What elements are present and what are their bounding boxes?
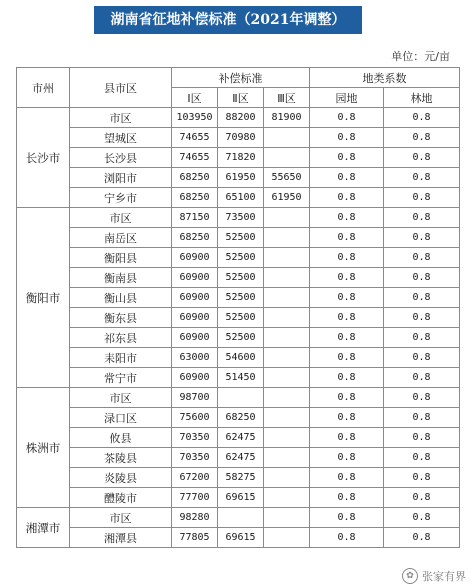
county-cell: 醴陵市 xyxy=(70,488,172,508)
zone-1-cell: 77700 xyxy=(172,488,218,508)
garden-coefficient-cell: 0.8 xyxy=(310,328,384,348)
table-row xyxy=(17,328,460,348)
county-cell: 望城区 xyxy=(70,128,172,148)
forest-coefficient-cell: 0.8 xyxy=(384,228,460,248)
table-row xyxy=(17,488,460,508)
forest-coefficient-cell: 0.8 xyxy=(384,168,460,188)
header-forest: 林地 xyxy=(384,88,460,108)
zone-3-cell xyxy=(264,228,310,248)
forest-coefficient-cell: 0.8 xyxy=(384,188,460,208)
county-cell: 常宁市 xyxy=(70,368,172,388)
garden-coefficient-cell: 0.8 xyxy=(310,228,384,248)
zone-2-cell: 65100 xyxy=(218,188,264,208)
table-row xyxy=(17,368,460,388)
table-body xyxy=(17,108,460,548)
zone-3-cell xyxy=(264,448,310,468)
forest-coefficient-cell: 0.8 xyxy=(384,128,460,148)
garden-coefficient-cell: 0.8 xyxy=(310,448,384,468)
garden-coefficient-cell: 0.8 xyxy=(310,408,384,428)
zone-3-cell xyxy=(264,288,310,308)
city-cell: 湘潭市 xyxy=(17,508,70,548)
zone-2-cell: 70980 xyxy=(218,128,264,148)
county-cell: 市区 xyxy=(70,208,172,228)
city-cell: 长沙市 xyxy=(17,108,70,208)
garden-coefficient-cell: 0.8 xyxy=(310,208,384,228)
table-row xyxy=(17,468,460,488)
header-compensation: 补偿标准 xyxy=(172,68,310,88)
zone-1-cell: 60900 xyxy=(172,288,218,308)
zone-3-cell: 81900 xyxy=(264,108,310,128)
zone-2-cell: 61950 xyxy=(218,168,264,188)
table-row xyxy=(17,528,460,548)
table-row xyxy=(17,148,460,168)
forest-coefficient-cell: 0.8 xyxy=(384,488,460,508)
zone-1-cell: 60900 xyxy=(172,328,218,348)
table-row xyxy=(17,128,460,148)
garden-coefficient-cell: 0.8 xyxy=(310,528,384,548)
zone-1-cell: 75600 xyxy=(172,408,218,428)
zone-1-cell: 67200 xyxy=(172,468,218,488)
zone-1-cell: 87150 xyxy=(172,208,218,228)
header-city: 市州 xyxy=(17,68,70,108)
zone-2-cell xyxy=(218,388,264,408)
forest-coefficient-cell: 0.8 xyxy=(384,248,460,268)
header-zone-1: Ⅰ区 xyxy=(172,88,218,108)
county-cell: 衡南县 xyxy=(70,268,172,288)
table-row xyxy=(17,168,460,188)
header-zone-3: Ⅲ区 xyxy=(264,88,310,108)
county-cell: 祁东县 xyxy=(70,328,172,348)
watermark-text: 张家有界 xyxy=(422,570,466,583)
garden-coefficient-cell: 0.8 xyxy=(310,188,384,208)
forest-coefficient-cell: 0.8 xyxy=(384,508,460,528)
zone-2-cell: 52500 xyxy=(218,288,264,308)
garden-coefficient-cell: 0.8 xyxy=(310,148,384,168)
garden-coefficient-cell: 0.8 xyxy=(310,108,384,128)
zone-1-cell: 70350 xyxy=(172,448,218,468)
table-row xyxy=(17,508,460,528)
table-row xyxy=(17,248,460,268)
table-row xyxy=(17,288,460,308)
zone-1-cell: 98700 xyxy=(172,388,218,408)
zone-3-cell xyxy=(264,348,310,368)
watermark xyxy=(402,568,466,584)
forest-coefficient-cell: 0.8 xyxy=(384,148,460,168)
zone-3-cell xyxy=(264,268,310,288)
county-cell: 市区 xyxy=(70,388,172,408)
zone-2-cell: 68250 xyxy=(218,408,264,428)
zone-3-cell xyxy=(264,248,310,268)
garden-coefficient-cell: 0.8 xyxy=(310,388,384,408)
garden-coefficient-cell: 0.8 xyxy=(310,508,384,528)
zone-2-cell: 69615 xyxy=(218,488,264,508)
forest-coefficient-cell: 0.8 xyxy=(384,328,460,348)
zone-2-cell xyxy=(218,508,264,528)
zone-2-cell: 71820 xyxy=(218,148,264,168)
garden-coefficient-cell: 0.8 xyxy=(310,268,384,288)
zone-3-cell xyxy=(264,128,310,148)
zone-2-cell: 52500 xyxy=(218,228,264,248)
table-row xyxy=(17,108,460,128)
forest-coefficient-cell: 0.8 xyxy=(384,528,460,548)
city-cell: 株洲市 xyxy=(17,388,70,508)
garden-coefficient-cell: 0.8 xyxy=(310,168,384,188)
forest-coefficient-cell: 0.8 xyxy=(384,268,460,288)
zone-2-cell: 52500 xyxy=(218,328,264,348)
zone-3-cell xyxy=(264,388,310,408)
garden-coefficient-cell: 0.8 xyxy=(310,348,384,368)
zone-3-cell xyxy=(264,488,310,508)
zone-3-cell: 61950 xyxy=(264,188,310,208)
zone-3-cell xyxy=(264,408,310,428)
header-land-coefficient: 地类系数 xyxy=(310,68,460,88)
county-cell: 南岳区 xyxy=(70,228,172,248)
zone-1-cell: 60900 xyxy=(172,268,218,288)
forest-coefficient-cell: 0.8 xyxy=(384,208,460,228)
table-row xyxy=(17,428,460,448)
zone-2-cell: 62475 xyxy=(218,448,264,468)
header-county: 县市区 xyxy=(70,68,172,108)
zone-3-cell xyxy=(264,528,310,548)
forest-coefficient-cell: 0.8 xyxy=(384,108,460,128)
zone-1-cell: 103950 xyxy=(172,108,218,128)
zone-2-cell: 58275 xyxy=(218,468,264,488)
county-cell: 衡阳县 xyxy=(70,248,172,268)
zone-2-cell: 52500 xyxy=(218,308,264,328)
zone-2-cell: 52500 xyxy=(218,268,264,288)
zone-3-cell xyxy=(264,428,310,448)
forest-coefficient-cell: 0.8 xyxy=(384,428,460,448)
garden-coefficient-cell: 0.8 xyxy=(310,368,384,388)
table-row xyxy=(17,188,460,208)
garden-coefficient-cell: 0.8 xyxy=(310,248,384,268)
garden-coefficient-cell: 0.8 xyxy=(310,468,384,488)
table-row xyxy=(17,448,460,468)
garden-coefficient-cell: 0.8 xyxy=(310,428,384,448)
zone-2-cell: 54600 xyxy=(218,348,264,368)
zone-3-cell xyxy=(264,368,310,388)
zone-3-cell xyxy=(264,308,310,328)
zone-3-cell xyxy=(264,468,310,488)
zone-2-cell: 62475 xyxy=(218,428,264,448)
city-cell: 衡阳市 xyxy=(17,208,70,388)
forest-coefficient-cell: 0.8 xyxy=(384,348,460,368)
county-cell: 衡山县 xyxy=(70,288,172,308)
zone-2-cell: 88200 xyxy=(218,108,264,128)
zone-1-cell: 70350 xyxy=(172,428,218,448)
table-row xyxy=(17,348,460,368)
header-row-1 xyxy=(17,68,460,88)
zone-1-cell: 74655 xyxy=(172,128,218,148)
zone-2-cell: 69615 xyxy=(218,528,264,548)
table-row xyxy=(17,228,460,248)
zone-1-cell: 63000 xyxy=(172,348,218,368)
zone-3-cell: 55650 xyxy=(264,168,310,188)
forest-coefficient-cell: 0.8 xyxy=(384,448,460,468)
forest-coefficient-cell: 0.8 xyxy=(384,408,460,428)
forest-coefficient-cell: 0.8 xyxy=(384,308,460,328)
zone-1-cell: 68250 xyxy=(172,168,218,188)
zone-2-cell: 52500 xyxy=(218,248,264,268)
forest-coefficient-cell: 0.8 xyxy=(384,288,460,308)
zone-1-cell: 68250 xyxy=(172,188,218,208)
table-row xyxy=(17,408,460,428)
zone-3-cell xyxy=(264,328,310,348)
forest-coefficient-cell: 0.8 xyxy=(384,368,460,388)
table-row xyxy=(17,388,460,408)
zone-1-cell: 60900 xyxy=(172,368,218,388)
garden-coefficient-cell: 0.8 xyxy=(310,288,384,308)
header-zone-2: Ⅱ区 xyxy=(218,88,264,108)
table-row xyxy=(17,308,460,328)
table-title: 湖南省征地补偿标准（2021年调整） xyxy=(94,6,362,34)
zone-3-cell xyxy=(264,148,310,168)
county-cell: 攸县 xyxy=(70,428,172,448)
compensation-table xyxy=(16,67,460,548)
county-cell: 市区 xyxy=(70,108,172,128)
header-garden: 园地 xyxy=(310,88,384,108)
zone-3-cell xyxy=(264,508,310,528)
county-cell: 市区 xyxy=(70,508,172,528)
zone-2-cell: 73500 xyxy=(218,208,264,228)
county-cell: 宁乡市 xyxy=(70,188,172,208)
forest-coefficient-cell: 0.8 xyxy=(384,468,460,488)
table-row xyxy=(17,208,460,228)
zone-3-cell xyxy=(264,208,310,228)
county-cell: 长沙县 xyxy=(70,148,172,168)
county-cell: 渌口区 xyxy=(70,408,172,428)
zone-1-cell: 68250 xyxy=(172,228,218,248)
zone-1-cell: 77805 xyxy=(172,528,218,548)
zone-1-cell: 60900 xyxy=(172,248,218,268)
county-cell: 浏阳市 xyxy=(70,168,172,188)
garden-coefficient-cell: 0.8 xyxy=(310,128,384,148)
county-cell: 衡东县 xyxy=(70,308,172,328)
garden-coefficient-cell: 0.8 xyxy=(310,308,384,328)
table-row xyxy=(17,268,460,288)
zone-1-cell: 74655 xyxy=(172,148,218,168)
zone-2-cell: 51450 xyxy=(218,368,264,388)
zone-1-cell: 60900 xyxy=(172,308,218,328)
county-cell: 茶陵县 xyxy=(70,448,172,468)
county-cell: 耒阳市 xyxy=(70,348,172,368)
garden-coefficient-cell: 0.8 xyxy=(310,488,384,508)
forest-coefficient-cell: 0.8 xyxy=(384,388,460,408)
unit-label: 单位：元/亩 xyxy=(391,50,450,63)
county-cell: 炎陵县 xyxy=(70,468,172,488)
wechat-logo-icon: ✿ xyxy=(402,568,418,584)
county-cell: 湘潭县 xyxy=(70,528,172,548)
zone-1-cell: 98280 xyxy=(172,508,218,528)
